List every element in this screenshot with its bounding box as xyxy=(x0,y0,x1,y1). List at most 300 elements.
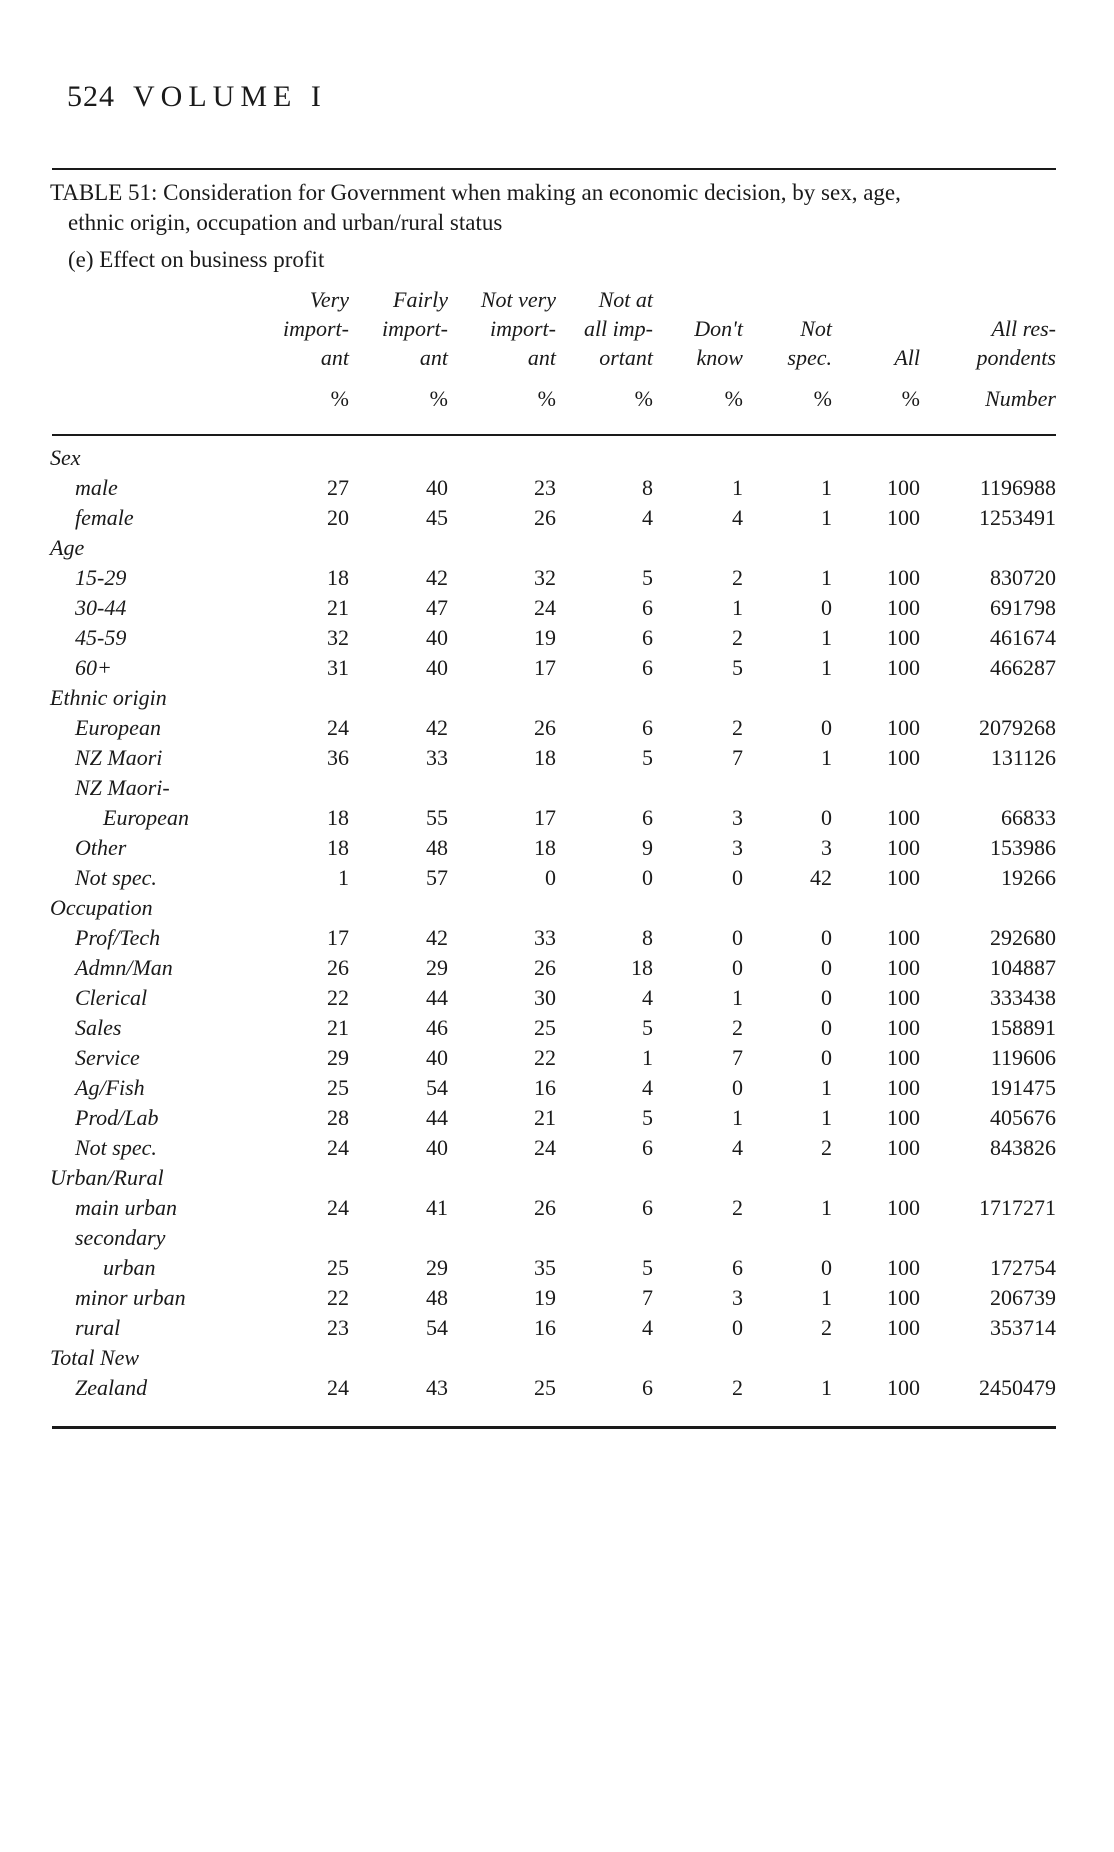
table-cell: 0 xyxy=(732,865,743,890)
row-label: European xyxy=(103,805,189,830)
table-cell: 40 xyxy=(426,1045,448,1070)
table-cell: 0 xyxy=(821,925,832,950)
table-cell: 8 xyxy=(642,925,653,950)
table-cell: 1196988 xyxy=(979,475,1056,500)
row-label: Service xyxy=(75,1045,140,1070)
table-cell: 26 xyxy=(534,955,556,980)
column-header-line: ant xyxy=(320,345,349,370)
table-cell: 4 xyxy=(732,1135,743,1160)
row-label: NZ Maori xyxy=(75,745,163,770)
table-row xyxy=(0,1073,1114,1103)
table-cell: 46 xyxy=(426,1015,448,1040)
row-label: Other xyxy=(75,835,127,860)
table-cell: 40 xyxy=(426,1135,448,1160)
row-label: secondary xyxy=(75,1225,166,1250)
table-cell: 0 xyxy=(732,955,743,980)
table-cell: 9 xyxy=(642,835,653,860)
table-cell: 1 xyxy=(821,1075,832,1100)
table-cell: 172754 xyxy=(990,1255,1056,1280)
table-cell: 54 xyxy=(426,1315,448,1340)
group-header-row xyxy=(0,683,1114,713)
table-cell: 5 xyxy=(732,655,743,680)
table-cell: 405676 xyxy=(990,1105,1056,1130)
table-row xyxy=(0,1043,1114,1073)
table-cell: 0 xyxy=(642,865,653,890)
table-cell: 333438 xyxy=(990,985,1056,1010)
table-cell: 466287 xyxy=(990,655,1056,680)
table-cell: 5 xyxy=(642,1015,653,1040)
table-cell: 25 xyxy=(534,1015,556,1040)
table-cell: 830720 xyxy=(990,565,1056,590)
column-header-line: Very xyxy=(309,287,349,312)
table-row xyxy=(0,1223,1114,1253)
table-cell: 100 xyxy=(887,655,920,680)
row-label: Not spec. xyxy=(75,1135,157,1160)
caption-line-2: ethnic origin, occupation and urban/rural status xyxy=(68,210,503,235)
table-cell: 42 xyxy=(426,715,448,740)
table-cell: 22 xyxy=(327,985,349,1010)
table-cell: 1 xyxy=(732,985,743,1010)
row-label: Sales xyxy=(75,1015,122,1040)
table-row xyxy=(0,563,1114,593)
group-header-row xyxy=(0,443,1114,473)
table-cell: 26 xyxy=(534,505,556,530)
row-label: Age xyxy=(50,535,85,560)
column-header-line: pondents xyxy=(976,345,1056,370)
column-unit: % xyxy=(429,386,448,411)
table-cell: 1 xyxy=(338,865,349,890)
table-cell: 35 xyxy=(534,1255,556,1280)
table-cell: 100 xyxy=(887,595,920,620)
table-row xyxy=(0,1373,1114,1403)
table-cell: 7 xyxy=(732,745,743,770)
table-cell: 42 xyxy=(426,925,448,950)
column-unit: % xyxy=(330,386,349,411)
table-cell: 1253491 xyxy=(979,505,1056,530)
table-cell: 47 xyxy=(426,595,448,620)
column-header-line: Not xyxy=(800,316,832,341)
header-spacer xyxy=(977,285,1056,314)
table-cell: 1 xyxy=(821,1195,832,1220)
table-cell: 24 xyxy=(327,1135,349,1160)
row-label: Occupation xyxy=(50,895,153,920)
caption-line-1: TABLE 51: Consideration for Government when making an economic decision, by sex, age, xyxy=(50,180,901,205)
table-cell: 25 xyxy=(327,1255,349,1280)
top-rule xyxy=(52,168,1056,170)
table-cell: 54 xyxy=(426,1075,448,1100)
table-cell: 100 xyxy=(887,565,920,590)
column-header xyxy=(283,285,349,413)
table-cell: 25 xyxy=(327,1075,349,1100)
header-rule xyxy=(52,434,1056,436)
column-header xyxy=(584,285,653,413)
table-row xyxy=(0,473,1114,503)
table-cell: 26 xyxy=(534,715,556,740)
table-cell: 19 xyxy=(534,625,556,650)
table-row xyxy=(0,653,1114,683)
table-cell: 1 xyxy=(821,1105,832,1130)
table-row xyxy=(0,713,1114,743)
table-cell: 26 xyxy=(534,1195,556,1220)
row-label: Total New xyxy=(50,1345,140,1370)
table-row xyxy=(0,803,1114,833)
table-cell: 4 xyxy=(642,1315,653,1340)
table-cell: 3 xyxy=(732,835,743,860)
column-header-line: Not very xyxy=(480,287,556,312)
table-cell: 1 xyxy=(732,595,743,620)
table-cell: 25 xyxy=(534,1375,556,1400)
table-cell: 28 xyxy=(327,1105,349,1130)
table-cell: 21 xyxy=(534,1105,556,1130)
column-header-line: Don't xyxy=(694,316,743,341)
table-row xyxy=(0,773,1114,803)
table-cell: 18 xyxy=(534,835,556,860)
column-header-line: all imp- xyxy=(583,316,653,341)
row-label: Zealand xyxy=(75,1375,148,1400)
bottom-rule xyxy=(52,1426,1056,1429)
table-cell: 0 xyxy=(545,865,556,890)
table-cell: 6 xyxy=(642,715,653,740)
header-spacer xyxy=(787,285,832,314)
table-cell: 1 xyxy=(821,745,832,770)
table-cell: 1717271 xyxy=(979,1195,1056,1220)
table-row xyxy=(0,1253,1114,1283)
table-cell: 7 xyxy=(732,1045,743,1070)
table-row xyxy=(0,1013,1114,1043)
table-cell: 100 xyxy=(887,625,920,650)
table-cell: 18 xyxy=(534,745,556,770)
table-cell: 6 xyxy=(642,655,653,680)
table-cell: 42 xyxy=(426,565,448,590)
table-cell: 17 xyxy=(534,805,556,830)
table-cell: 48 xyxy=(426,1285,448,1310)
column-header xyxy=(694,285,743,413)
table-cell: 191475 xyxy=(990,1075,1056,1100)
table-cell: 6 xyxy=(642,625,653,650)
table-cell: 1 xyxy=(642,1045,653,1070)
table-cell: 40 xyxy=(426,625,448,650)
row-label: main urban xyxy=(75,1195,178,1220)
table-cell: 18 xyxy=(327,565,349,590)
row-label: female xyxy=(75,505,134,530)
table-cell: 100 xyxy=(887,745,920,770)
table-cell: 0 xyxy=(821,595,832,620)
table-cell: 24 xyxy=(534,595,556,620)
table-cell: 100 xyxy=(887,475,920,500)
column-unit: % xyxy=(537,386,556,411)
table-cell: 33 xyxy=(426,745,448,770)
table-cell: 100 xyxy=(887,505,920,530)
table-cell: 104887 xyxy=(990,955,1056,980)
table-cell: 36 xyxy=(327,745,349,770)
row-label: European xyxy=(75,715,161,740)
group-header-row xyxy=(0,893,1114,923)
column-header xyxy=(977,285,1056,413)
table-cell: 100 xyxy=(887,1375,920,1400)
table-cell: 100 xyxy=(887,1105,920,1130)
table-cell: 100 xyxy=(887,1075,920,1100)
table-cell: 6 xyxy=(642,1135,653,1160)
table-caption xyxy=(50,178,1060,238)
table-cell: 7 xyxy=(642,1285,653,1310)
table-cell: 100 xyxy=(887,1045,920,1070)
table-row xyxy=(0,833,1114,863)
row-label: Admn/Man xyxy=(75,955,173,980)
table-cell: 2 xyxy=(732,565,743,590)
table-cell: 6 xyxy=(642,1195,653,1220)
table-cell: 55 xyxy=(426,805,448,830)
table-cell: 4 xyxy=(732,505,743,530)
column-header-line: ant xyxy=(527,345,556,370)
table-row xyxy=(0,1133,1114,1163)
column-header-line: Not at xyxy=(598,287,653,312)
column-header-line: import- xyxy=(490,316,556,341)
table-cell: 100 xyxy=(887,865,920,890)
table-cell: 45 xyxy=(426,505,448,530)
row-label: Ag/Fish xyxy=(75,1075,145,1100)
column-header-line: know xyxy=(696,345,743,370)
table-cell: 0 xyxy=(821,715,832,740)
table-cell: 1 xyxy=(821,655,832,680)
table-cell: 0 xyxy=(732,1315,743,1340)
table-cell: 100 xyxy=(887,1015,920,1040)
table-cell: 44 xyxy=(426,985,448,1010)
table-cell: 0 xyxy=(821,1255,832,1280)
row-label: Clerical xyxy=(75,985,148,1010)
table-cell: 0 xyxy=(821,805,832,830)
table-cell: 19266 xyxy=(1001,865,1056,890)
table-cell: 23 xyxy=(327,1315,349,1340)
table-cell: 2 xyxy=(821,1135,832,1160)
table-cell: 20 xyxy=(327,505,349,530)
table-row xyxy=(0,983,1114,1013)
table-cell: 2079268 xyxy=(979,715,1056,740)
table-row xyxy=(0,953,1114,983)
table-row xyxy=(0,593,1114,623)
table-cell: 24 xyxy=(327,715,349,740)
table-cell: 2 xyxy=(821,1315,832,1340)
table-cell: 2 xyxy=(732,1195,743,1220)
table-row xyxy=(0,1283,1114,1313)
table-cell: 153986 xyxy=(990,835,1056,860)
row-label: minor urban xyxy=(75,1285,186,1310)
table-cell: 33 xyxy=(534,925,556,950)
table-cell: 3 xyxy=(821,835,832,860)
table-cell: 41 xyxy=(426,1195,448,1220)
table-cell: 18 xyxy=(327,835,349,860)
table-row xyxy=(0,503,1114,533)
table-cell: 31 xyxy=(327,655,349,680)
table-cell: 16 xyxy=(534,1315,556,1340)
table-cell: 1 xyxy=(732,1105,743,1130)
table-cell: 0 xyxy=(821,955,832,980)
group-header-row xyxy=(0,1163,1114,1193)
table-cell: 22 xyxy=(534,1045,556,1070)
table-row xyxy=(0,863,1114,893)
table-cell: 691798 xyxy=(990,595,1056,620)
page-number: 524 xyxy=(67,80,115,113)
table-cell: 3 xyxy=(732,1285,743,1310)
column-header-line: All xyxy=(894,345,920,370)
table-cell: 100 xyxy=(887,955,920,980)
table-cell: 5 xyxy=(642,1105,653,1130)
table-subtitle: (e) Effect on business profit xyxy=(68,247,325,272)
table-cell: 8 xyxy=(642,475,653,500)
column-header-line: spec. xyxy=(787,345,832,370)
table-cell: 23 xyxy=(534,475,556,500)
table-cell: 66833 xyxy=(1001,805,1056,830)
table-cell: 27 xyxy=(327,475,349,500)
table-cell: 1 xyxy=(821,475,832,500)
row-label: Sex xyxy=(50,445,81,470)
table-cell: 100 xyxy=(887,1315,920,1340)
table-cell: 206739 xyxy=(990,1285,1056,1310)
table-cell: 44 xyxy=(426,1105,448,1130)
table-cell: 0 xyxy=(821,1015,832,1040)
table-cell: 24 xyxy=(327,1375,349,1400)
table-cell: 353714 xyxy=(990,1315,1056,1340)
table-cell: 1 xyxy=(821,565,832,590)
table-cell: 5 xyxy=(642,745,653,770)
table-cell: 1 xyxy=(732,475,743,500)
table-row xyxy=(0,923,1114,953)
table-cell: 21 xyxy=(327,595,349,620)
table-cell: 24 xyxy=(327,1195,349,1220)
table-cell: 22 xyxy=(327,1285,349,1310)
row-label: Prod/Lab xyxy=(75,1105,159,1130)
table-cell: 0 xyxy=(821,1045,832,1070)
table-cell: 4 xyxy=(642,985,653,1010)
table-cell: 29 xyxy=(426,1255,448,1280)
table-cell: 100 xyxy=(887,1285,920,1310)
column-header-line: All res- xyxy=(991,316,1056,341)
table-cell: 4 xyxy=(642,1075,653,1100)
table-cell: 16 xyxy=(534,1075,556,1100)
table-cell: 17 xyxy=(327,925,349,950)
row-label: 15-29 xyxy=(75,565,127,590)
table-cell: 100 xyxy=(887,1135,920,1160)
table-cell: 32 xyxy=(327,625,349,650)
table-cell: 2450479 xyxy=(979,1375,1056,1400)
table-cell: 18 xyxy=(327,805,349,830)
page-header xyxy=(67,80,327,114)
table-cell: 158891 xyxy=(990,1015,1056,1040)
group-header-row xyxy=(0,1343,1114,1373)
table-cell: 29 xyxy=(327,1045,349,1070)
table-cell: 5 xyxy=(642,565,653,590)
table-cell: 17 xyxy=(534,655,556,680)
table-cell: 5 xyxy=(642,1255,653,1280)
table-cell: 4 xyxy=(642,505,653,530)
column-unit: % xyxy=(901,386,920,411)
table-cell: 1 xyxy=(821,505,832,530)
row-label: 60+ xyxy=(75,655,112,680)
table-cell: 57 xyxy=(426,865,448,890)
column-header xyxy=(787,285,832,413)
table-cell: 43 xyxy=(426,1375,448,1400)
row-label: 30-44 xyxy=(75,595,127,620)
table-row xyxy=(0,1313,1114,1343)
row-label: Prof/Tech xyxy=(75,925,161,950)
table-cell: 32 xyxy=(534,565,556,590)
table-cell: 1 xyxy=(821,1285,832,1310)
table-cell: 100 xyxy=(887,985,920,1010)
table-cell: 100 xyxy=(887,925,920,950)
row-label: urban xyxy=(103,1255,156,1280)
table-cell: 30 xyxy=(534,985,556,1010)
table-cell: 1 xyxy=(821,625,832,650)
table-cell: 6 xyxy=(642,805,653,830)
table-cell: 24 xyxy=(534,1135,556,1160)
header-spacer xyxy=(894,285,920,314)
column-header xyxy=(894,285,920,413)
table-cell: 461674 xyxy=(990,625,1056,650)
column-unit: % xyxy=(634,386,653,411)
column-unit: Number xyxy=(985,386,1056,411)
table-cell: 100 xyxy=(887,1255,920,1280)
column-header-line: ortant xyxy=(599,345,653,370)
volume-label: VOLUME I xyxy=(133,80,327,113)
table-cell: 6 xyxy=(732,1255,743,1280)
table-cell: 0 xyxy=(732,925,743,950)
column-header-line: import- xyxy=(382,316,448,341)
header-spacer xyxy=(694,285,743,314)
row-label: Not spec. xyxy=(75,865,157,890)
table-cell: 6 xyxy=(642,1375,653,1400)
table-cell: 19 xyxy=(534,1285,556,1310)
table-cell: 0 xyxy=(732,1075,743,1100)
table-row xyxy=(0,623,1114,653)
row-label: NZ Maori- xyxy=(75,775,170,800)
table-cell: 843826 xyxy=(990,1135,1056,1160)
column-header xyxy=(481,285,556,413)
table-cell: 48 xyxy=(426,835,448,860)
table-row xyxy=(0,743,1114,773)
group-header-row xyxy=(0,533,1114,563)
table-cell: 18 xyxy=(631,955,653,980)
table-cell: 292680 xyxy=(990,925,1056,950)
row-label: 45-59 xyxy=(75,625,127,650)
column-header-line: Fairly xyxy=(393,287,448,312)
table-cell: 2 xyxy=(732,715,743,740)
table-row xyxy=(0,1193,1114,1223)
table-cell: 40 xyxy=(426,475,448,500)
table-cell: 3 xyxy=(732,805,743,830)
row-label: male xyxy=(75,475,118,500)
table-cell: 1 xyxy=(821,1375,832,1400)
row-label: rural xyxy=(75,1315,121,1340)
column-header-line: import- xyxy=(283,316,349,341)
table-cell: 100 xyxy=(887,835,920,860)
table-body xyxy=(0,443,1114,1403)
column-unit: % xyxy=(724,386,743,411)
table-cell: 131126 xyxy=(990,745,1056,770)
table-cell: 0 xyxy=(821,985,832,1010)
table-row xyxy=(0,1103,1114,1133)
table-cell: 2 xyxy=(732,1015,743,1040)
table-cell: 2 xyxy=(732,625,743,650)
row-label: Ethnic origin xyxy=(50,685,167,710)
table-cell: 6 xyxy=(642,595,653,620)
table-cell: 29 xyxy=(426,955,448,980)
header-spacer xyxy=(894,314,920,343)
table-cell: 100 xyxy=(887,1195,920,1220)
column-unit: % xyxy=(813,386,832,411)
column-header xyxy=(382,285,448,413)
table-cell: 100 xyxy=(887,805,920,830)
table-cell: 42 xyxy=(810,865,832,890)
table-cell: 100 xyxy=(887,715,920,740)
